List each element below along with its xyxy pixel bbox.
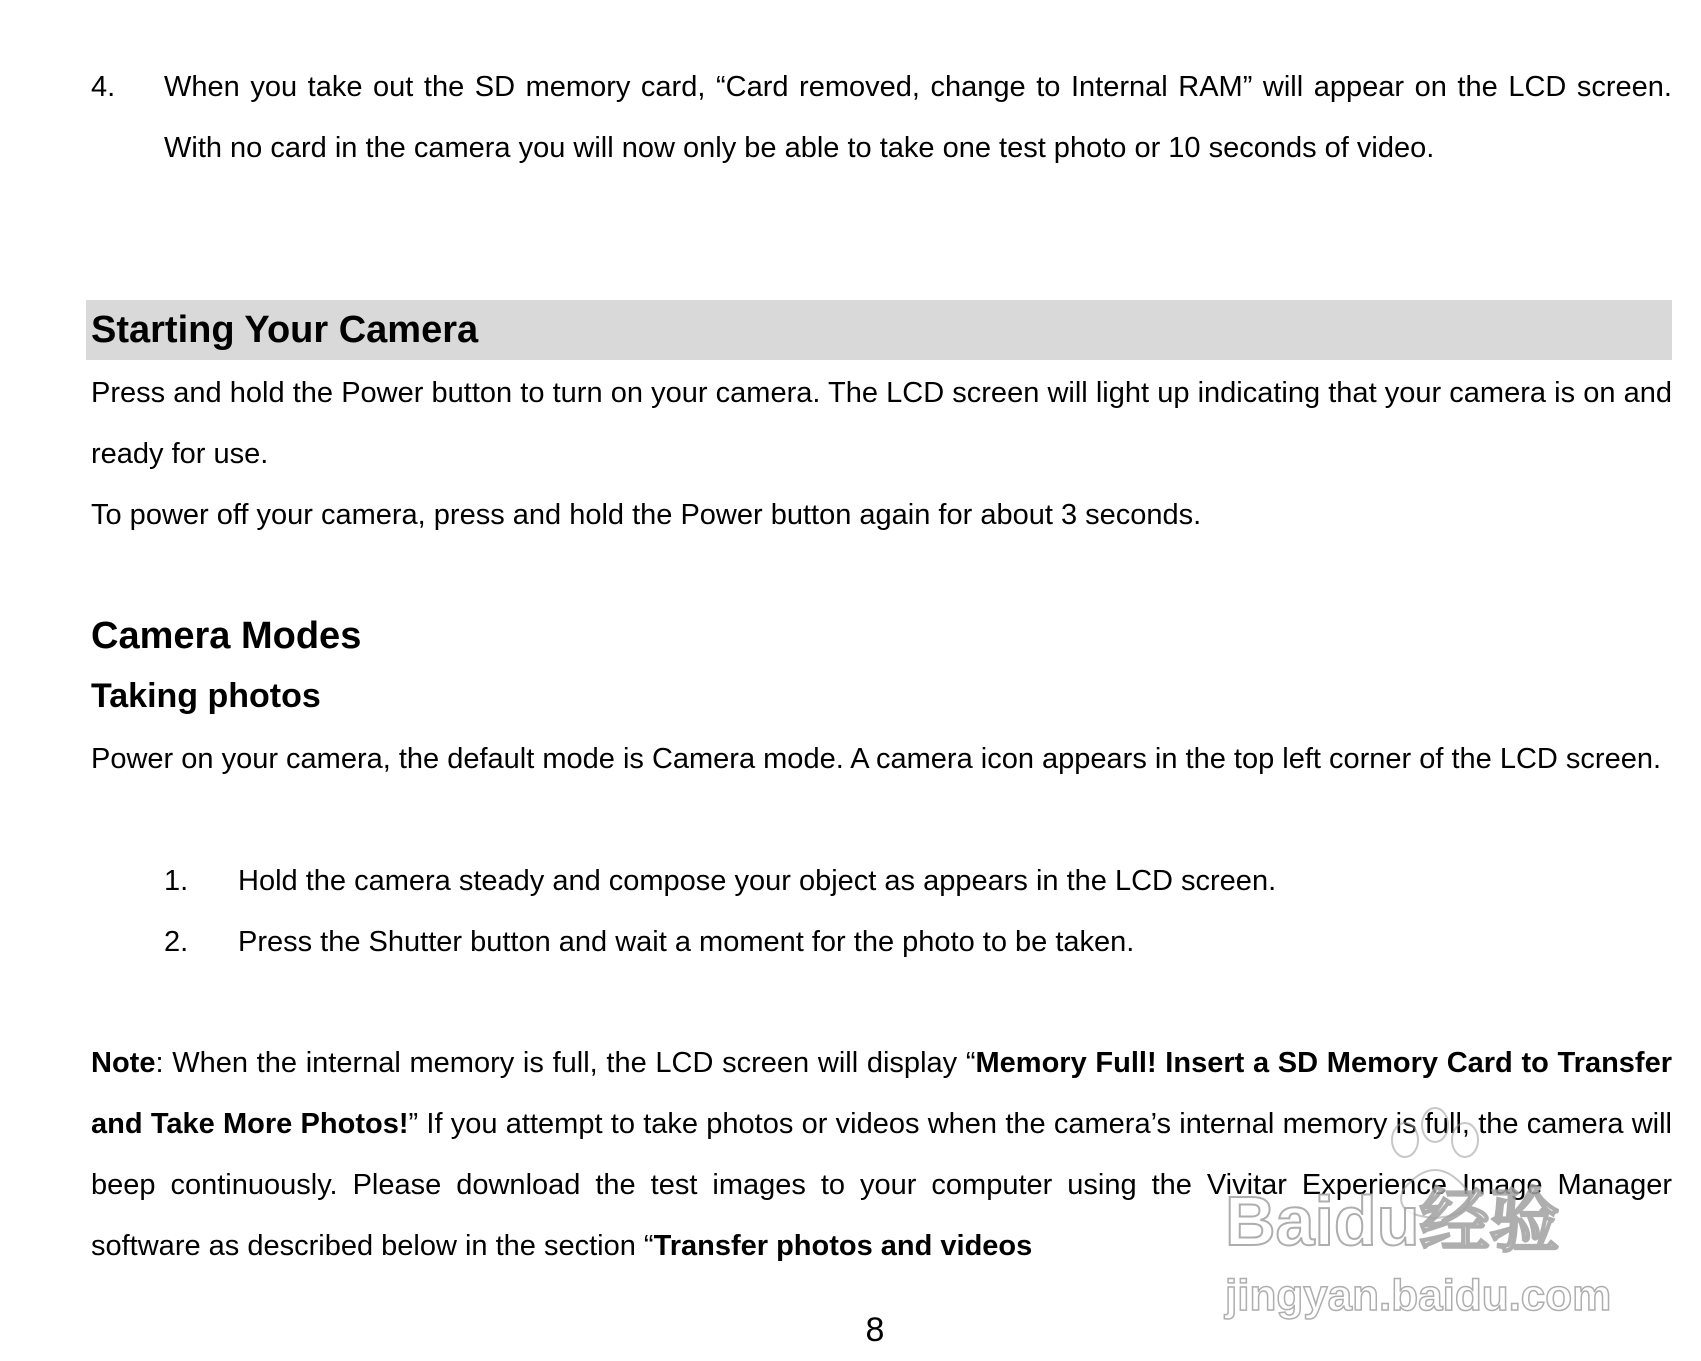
note-paragraph bbox=[91, 1033, 1672, 1277]
list-item-text: When you take out the SD memory card, “Card removed, change to Internal RAM” will appear on the LCD screen. With no card in the camera you will now only be able to take one test photo or 10 seconds of video. bbox=[164, 71, 1672, 164]
note-text: : When the internal memory is full, the LCD screen will display “ bbox=[155, 1047, 976, 1079]
paragraph: Power on your camera, the default mode is Camera mode. A camera icon appears in the top left corner of the LCD screen. bbox=[91, 743, 1662, 775]
list-number: 4. bbox=[91, 71, 116, 103]
paragraph: Press and hold the Power button to turn on your camera. The LCD screen will light up indicating that your camera is on and ready for use. bbox=[91, 377, 1672, 470]
watermark-logo-text: Baidu经验 bbox=[1225, 1182, 1560, 1260]
list-number: 2. bbox=[164, 926, 189, 958]
section-title: Camera Modes bbox=[91, 615, 362, 657]
list-item-text: Hold the camera steady and compose your object as appears in the LCD screen. bbox=[238, 865, 1277, 897]
note-text: ” If you attempt to take photos or videos when the camera’s internal memory is full, the camera will beep continuously. Please download the test images to your computer using the Vivitar Experience Image Manager software as described below in the section “ bbox=[91, 1108, 1673, 1262]
note-bold-message: Memory Full! Insert a SD Memory Card to Transfer and Take More Photos! bbox=[91, 1047, 1672, 1140]
note-bold-tail: Transfer photos and videos bbox=[653, 1230, 1033, 1262]
page-number: 8 bbox=[865, 1311, 885, 1349]
subsection-title: Taking photos bbox=[91, 677, 321, 715]
paragraph: To power off your camera, press and hold the Power button again for about 3 seconds. bbox=[91, 499, 1202, 531]
list-number: 1. bbox=[164, 865, 189, 897]
list-item-text: Press the Shutter button and wait a moment for the photo to be taken. bbox=[238, 926, 1135, 958]
section-title: Starting Your Camera bbox=[91, 309, 479, 351]
note-label: Note bbox=[91, 1047, 156, 1079]
watermark-url-text: jingyan.baidu.com bbox=[1225, 1271, 1612, 1320]
